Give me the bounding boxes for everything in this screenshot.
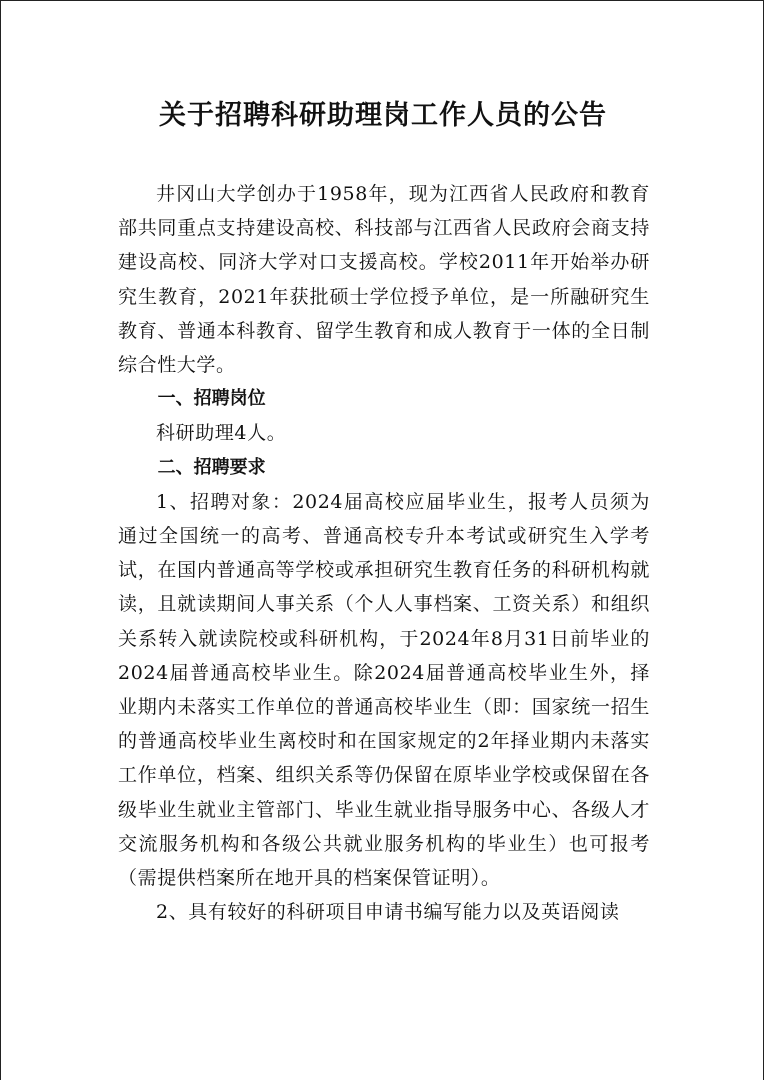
section-heading-requirements: 二、招聘要求 [157, 456, 266, 478]
intro-paragraph: 井冈山大学创办于1958年，现为江西省人民政府和教育部共同重点支持建设高校、科技部与江西省人民政府会商支持建设高校、同济大学对口支援高校。学校2011年开始举办研究生教育，2021年获批硕士学位授予单位，是一所融研究生教育、普通本科教育、留学生教育和成人教育于一体的全日制综合性大学。 [118, 183, 650, 377]
requirement-item-1: 1、招聘对象：2024届高校应届毕业生，报考人员须为通过全国统一的高考、普通高校专升本考试或研究生入学考试，在国内普通高等学校或承担研究生教育任务的科研机构就读，且就读期间人事关系（个人人事档案、工资关系）和组织关系转入就读院校或科研机构，于2024年8月31日前毕业的2024届普通高校毕业生。除2024届普通高校毕业生外，择业期内未落实工作单位的普通高校毕业生（即：国家统一招生的普通高校毕业生离校时和在国家规定的2年择业期内未落实工作单位，档案、组织关系等仍保留在原毕业学校或保留在各级毕业生就业主管部门、毕业生就业指导服务中心、各级人才交流服务机构和各级公共就业服务机构的毕业生）也可报考（需提供档案所在地开具的档案保管证明）。 [118, 490, 650, 890]
document-title: 关于招聘科研助理岗工作人员的公告 [159, 100, 607, 131]
section-heading-positions: 一、招聘岗位 [157, 388, 266, 410]
document-body [118, 177, 650, 929]
positions-paragraph: 科研助理4人。 [156, 422, 287, 445]
requirement-item-2: 2、具有较好的科研项目申请书编写能力以及英语阅读 [156, 901, 620, 924]
